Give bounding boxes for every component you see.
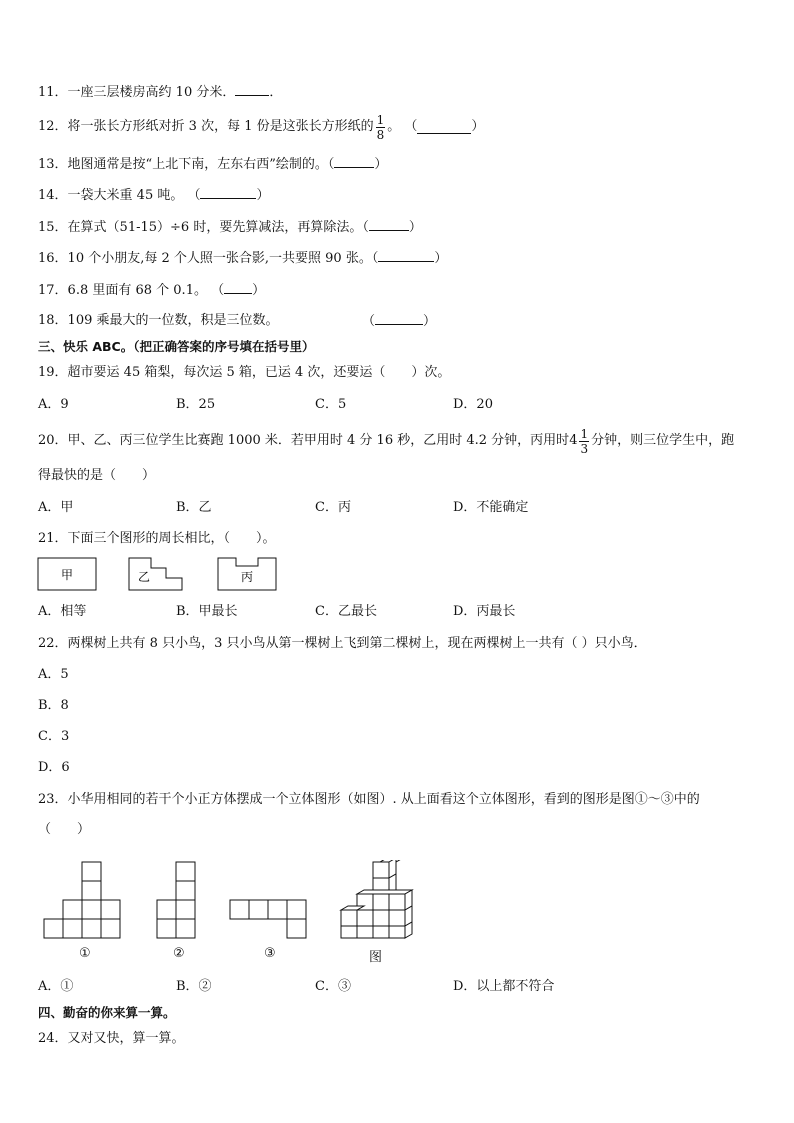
option-c[interactable]: C．乙最长 (315, 604, 377, 619)
option-d[interactable]: D．以上都不符合 (453, 979, 555, 994)
option-b[interactable]: B．乙 (176, 500, 212, 515)
option-a[interactable]: A．相等 (38, 604, 87, 619)
shape-jia (38, 558, 96, 590)
question-16-text: 16．10 个小朋友,每 2 个人照一张合影,一共要照 90 张。（ (38, 251, 379, 266)
question-20-text: 20．甲、乙、丙三位学生比赛跑 1000 米．若甲用时 4 分 16 秒，乙用时 4.2 分钟，丙用时 (38, 433, 570, 448)
question-18-answer: （ ） (362, 314, 437, 329)
option-d[interactable]: D．丙最长 (453, 604, 516, 619)
answer-blank[interactable] (334, 155, 374, 168)
question-22: 22．两棵树上共有 8 只小鸟，3 只小鸟从第一棵树上飞到第二棵树上，现在两棵树上一共有（ ）只小鸟． (38, 636, 647, 651)
question-18-text: 18．109 乘最大的一位数，积是三位数。 (38, 313, 279, 328)
question-20: 20．甲、乙、丙三位学生比赛跑 1000 米．若甲用时 4 分 16 秒，乙用时 4.2 分钟，丙用时 4 $\frac{1}{3}$ 分钟，则三位学生中，跑 (38, 426, 735, 456)
question-23: 23．小华用相同的若干个小正方体摆成一个立体图形（如图）. 从上面看这个立体图形，看到的图形是图①～③中的 (38, 792, 700, 807)
cube-figures (40, 860, 430, 944)
option-d[interactable]: D．不能确定 (453, 500, 529, 515)
question-11: 11．一座三层楼房高约 10 分米． ． (38, 85, 283, 100)
figure-1 (44, 862, 120, 938)
question-15: 15．在算式（51-15）÷6 时，要先算减法，再算除法。（ ） (38, 220, 422, 235)
answer-blank[interactable] (375, 312, 423, 325)
option-a[interactable]: A．甲 (38, 500, 74, 515)
figure-1-label: ① (79, 946, 91, 961)
answer-blank[interactable] (224, 281, 252, 294)
fraction: $\frac{1}{3}$ (580, 426, 589, 456)
perimeter-shapes (36, 554, 286, 596)
question-12: 12．将一张长方形纸对折 3 次，每 1 份是这张长方形纸的 $\frac{1}{8}$ 。 （ ） (38, 112, 485, 142)
question-14: 14．一袋大米重 45 吨。 （ ） (38, 188, 270, 203)
section-heading-4: 四、勤奋的你来算一算。 (38, 1005, 176, 1020)
figure-3-label: ③ (264, 946, 276, 961)
option-b[interactable]: B．25 (176, 397, 216, 412)
option-a[interactable]: A．9 (38, 397, 69, 412)
option-b[interactable]: B．甲最长 (176, 604, 238, 619)
question-20-cont: 得最快的是（ ） (38, 468, 156, 483)
answer-blank[interactable] (369, 218, 409, 231)
question-18 (38, 312, 279, 330)
option-c[interactable]: C．3 (38, 729, 70, 744)
svg-text:甲: 甲 (60, 568, 74, 582)
question-14-text: 14．一袋大米重 45 吨。 （ (38, 188, 201, 203)
section-heading-3: 三、快乐 ABC。（把正确答案的序号填在括号里） (38, 339, 315, 354)
question-16: 16．10 个小朋友,每 2 个人照一张合影,一共要照 90 张。（ ） (38, 251, 448, 266)
shape-bing (218, 558, 276, 590)
figure-main-label: 图 (369, 950, 383, 965)
question-13-text: 13．地图通常是按“上北下南，左东右西”绘制的。（ (38, 157, 335, 172)
answer-blank[interactable] (378, 249, 434, 262)
cube-stack-figure (341, 860, 412, 938)
answer-blank[interactable] (417, 121, 471, 134)
question-23-cont: （ ） (38, 822, 91, 837)
question-17-text: 17．6.8 里面有 68 个 0.1。 （ (38, 283, 225, 298)
question-17: 17．6.8 里面有 68 个 0.1。 （ ） (38, 283, 266, 298)
option-a[interactable]: A．① (38, 979, 74, 994)
question-12-text: 12．将一张长方形纸对折 3 次，每 1 份是这张长方形纸的 (38, 119, 374, 134)
option-b[interactable]: B．② (176, 979, 212, 994)
option-c[interactable]: C．③ (315, 979, 351, 994)
option-a[interactable]: A．5 (38, 667, 69, 682)
svg-text:乙: 乙 (137, 570, 151, 584)
option-d[interactable]: D．20 (453, 397, 493, 412)
question-13: 13．地图通常是按“上北下南，左东右西”绘制的。（ ） (38, 157, 388, 172)
question-11-text: 11．一座三层楼房高约 10 分米． (38, 85, 236, 100)
option-d[interactable]: D．6 (38, 760, 70, 775)
option-c[interactable]: C．丙 (315, 500, 351, 515)
option-c[interactable]: C．5 (315, 397, 347, 412)
figure-3 (230, 900, 306, 938)
question-21: 21．下面三个图形的周长相比，（ ）。 (38, 531, 276, 546)
answer-blank[interactable] (200, 186, 256, 199)
shape-yi (129, 558, 182, 590)
question-15-text: 15．在算式（51-15）÷6 时，要先算减法，再算除法。（ (38, 220, 369, 235)
question-19: 19．超市要运 45 箱梨，每次运 5 箱，已运 4 次，还要运（ ）次。 (38, 365, 451, 380)
fraction: $\frac{1}{8}$ (376, 112, 385, 142)
svg-text:丙: 丙 (240, 570, 254, 584)
question-24: 24．又对又快，算一算。 (38, 1031, 185, 1046)
figure-2 (157, 862, 195, 938)
figure-2-label: ② (173, 946, 185, 961)
option-b[interactable]: B．8 (38, 698, 69, 713)
answer-blank[interactable] (235, 83, 269, 96)
